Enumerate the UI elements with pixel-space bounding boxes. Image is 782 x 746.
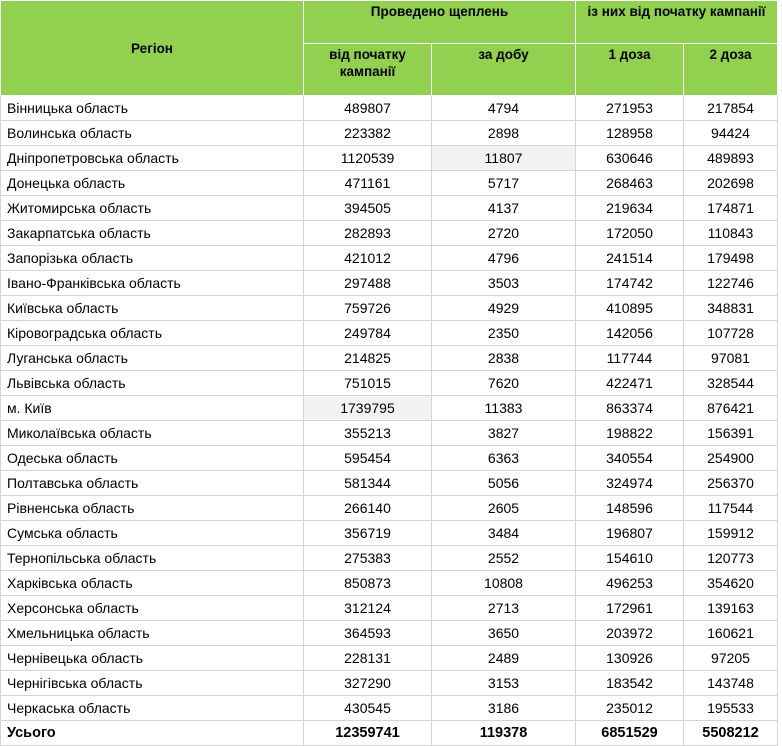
table-row: [1, 96, 778, 121]
cell-per-day: 4794: [432, 96, 576, 121]
cell-since-start: 581344: [304, 471, 432, 496]
table-row: [1, 371, 778, 396]
cell-dose1: 148596: [576, 496, 684, 521]
cell-dose2: 110843: [684, 221, 778, 246]
table-row: [1, 221, 778, 246]
cell-since-start: 759726: [304, 296, 432, 321]
cell-since-start: 266140: [304, 496, 432, 521]
cell-region: Миколаївська область: [1, 421, 304, 446]
table-row: [1, 421, 778, 446]
table-row: [1, 121, 778, 146]
cell-dose2: 195533: [684, 696, 778, 721]
cell-per-day: 5717: [432, 171, 576, 196]
cell-dose2: 174871: [684, 196, 778, 221]
cell-dose1: 271953: [576, 96, 684, 121]
cell-region: Тернопільська область: [1, 546, 304, 571]
cell-dose2: 117544: [684, 496, 778, 521]
cell-since-start: 1120539: [304, 146, 432, 171]
cell-dose1: 496253: [576, 571, 684, 596]
cell-dose2: 202698: [684, 171, 778, 196]
cell-per-day: 2713: [432, 596, 576, 621]
table-row: [1, 396, 778, 421]
cell-since-start: 394505: [304, 196, 432, 221]
total-per-day: 119378: [432, 721, 576, 746]
cell-region: Черкаська область: [1, 696, 304, 721]
cell-per-day: 2720: [432, 221, 576, 246]
cell-region: Вінницька область: [1, 96, 304, 121]
cell-since-start: 327290: [304, 671, 432, 696]
cell-dose1: 422471: [576, 371, 684, 396]
cell-region: Львівська область: [1, 371, 304, 396]
table-row: [1, 596, 778, 621]
cell-since-start: 275383: [304, 546, 432, 571]
cell-dose2: 156391: [684, 421, 778, 446]
cell-dose1: 130926: [576, 646, 684, 671]
cell-since-start: 364593: [304, 621, 432, 646]
cell-dose1: 630646: [576, 146, 684, 171]
header-dose1: 1 доза: [576, 44, 684, 96]
cell-dose2: 94424: [684, 121, 778, 146]
cell-dose2: 122746: [684, 271, 778, 296]
cell-since-start: 489807: [304, 96, 432, 121]
cell-dose1: 324974: [576, 471, 684, 496]
cell-per-day: 2350: [432, 321, 576, 346]
cell-per-day: 10808: [432, 571, 576, 596]
cell-region: Київська область: [1, 296, 304, 321]
table-row: [1, 646, 778, 671]
cell-dose2: 348831: [684, 296, 778, 321]
cell-dose1: 142056: [576, 321, 684, 346]
cell-per-day: 2605: [432, 496, 576, 521]
cell-per-day: 2489: [432, 646, 576, 671]
cell-per-day: 6363: [432, 446, 576, 471]
cell-region: Донецька область: [1, 171, 304, 196]
cell-dose2: 139163: [684, 596, 778, 621]
cell-per-day: 11383: [432, 396, 576, 421]
cell-region: Луганська область: [1, 346, 304, 371]
cell-region: Херсонська область: [1, 596, 304, 621]
cell-since-start: 312124: [304, 596, 432, 621]
table-row: [1, 196, 778, 221]
cell-dose1: 410895: [576, 296, 684, 321]
header-since-start: від початку кампанії: [304, 44, 432, 96]
cell-since-start: 297488: [304, 271, 432, 296]
table-row: [1, 621, 778, 646]
cell-since-start: 223382: [304, 121, 432, 146]
cell-dose2: 160621: [684, 621, 778, 646]
header-dose2: 2 доза: [684, 44, 778, 96]
table-row: [1, 271, 778, 296]
table-row: [1, 296, 778, 321]
cell-dose2: 107728: [684, 321, 778, 346]
header-since-start-group: із них від початку кампанії: [576, 1, 778, 44]
table-row: [1, 546, 778, 571]
cell-dose2: 256370: [684, 471, 778, 496]
cell-dose2: 97205: [684, 646, 778, 671]
cell-region: Полтавська область: [1, 471, 304, 496]
total-since-start: 12359741: [304, 721, 432, 746]
cell-per-day: 3827: [432, 421, 576, 446]
table-body: [1, 96, 778, 721]
cell-since-start: 751015: [304, 371, 432, 396]
cell-dose1: 340554: [576, 446, 684, 471]
cell-since-start: 1739795: [304, 396, 432, 421]
cell-per-day: 4137: [432, 196, 576, 221]
cell-per-day: 3503: [432, 271, 576, 296]
cell-dose1: 198822: [576, 421, 684, 446]
cell-since-start: 228131: [304, 646, 432, 671]
table-row: [1, 571, 778, 596]
cell-dose1: 219634: [576, 196, 684, 221]
cell-dose1: 117744: [576, 346, 684, 371]
cell-per-day: 3484: [432, 521, 576, 546]
table-row: [1, 146, 778, 171]
total-label: Усього: [1, 721, 304, 746]
cell-region: Харківська область: [1, 571, 304, 596]
cell-region: Запорізька область: [1, 246, 304, 271]
cell-per-day: 2552: [432, 546, 576, 571]
table-row: [1, 471, 778, 496]
table-header: [1, 1, 778, 96]
cell-dose2: 354620: [684, 571, 778, 596]
cell-dose2: 120773: [684, 546, 778, 571]
header-per-day: за добу: [432, 44, 576, 96]
table-row: [1, 446, 778, 471]
cell-dose1: 174742: [576, 271, 684, 296]
cell-since-start: 214825: [304, 346, 432, 371]
cell-per-day: 3650: [432, 621, 576, 646]
cell-dose2: 97081: [684, 346, 778, 371]
cell-dose2: 876421: [684, 396, 778, 421]
cell-region: м. Київ: [1, 396, 304, 421]
total-row: [1, 721, 778, 746]
cell-dose2: 328544: [684, 371, 778, 396]
cell-per-day: 2838: [432, 346, 576, 371]
cell-region: Житомирська область: [1, 196, 304, 221]
cell-region: Волинська область: [1, 121, 304, 146]
cell-dose1: 172050: [576, 221, 684, 246]
total-dose2: 5508212: [684, 721, 778, 746]
cell-dose1: 863374: [576, 396, 684, 421]
cell-since-start: 282893: [304, 221, 432, 246]
cell-region: Чернігівська область: [1, 671, 304, 696]
cell-dose2: 143748: [684, 671, 778, 696]
cell-region: Івано-Франківська область: [1, 271, 304, 296]
cell-since-start: 471161: [304, 171, 432, 196]
cell-since-start: 249784: [304, 321, 432, 346]
table-row: [1, 171, 778, 196]
cell-since-start: 356719: [304, 521, 432, 546]
cell-region: Рівненська область: [1, 496, 304, 521]
cell-dose2: 159912: [684, 521, 778, 546]
cell-since-start: 430545: [304, 696, 432, 721]
table-row: [1, 321, 778, 346]
table-row: [1, 246, 778, 271]
cell-region: Сумська область: [1, 521, 304, 546]
cell-since-start: 850873: [304, 571, 432, 596]
cell-per-day: 5056: [432, 471, 576, 496]
cell-per-day: 2898: [432, 121, 576, 146]
cell-dose1: 128958: [576, 121, 684, 146]
cell-dose1: 183542: [576, 671, 684, 696]
cell-since-start: 355213: [304, 421, 432, 446]
cell-dose1: 268463: [576, 171, 684, 196]
table-row: [1, 346, 778, 371]
header-region: Регіон: [1, 1, 304, 96]
cell-since-start: 595454: [304, 446, 432, 471]
cell-dose1: 203972: [576, 621, 684, 646]
cell-region: Чернівецька область: [1, 646, 304, 671]
table-row: [1, 496, 778, 521]
cell-per-day: 3153: [432, 671, 576, 696]
cell-region: Кіровоградська область: [1, 321, 304, 346]
cell-dose1: 172961: [576, 596, 684, 621]
header-vaccinations: Проведено щеплень: [304, 1, 576, 44]
cell-per-day: 11807: [432, 146, 576, 171]
cell-region: Хмельницька область: [1, 621, 304, 646]
cell-dose1: 235012: [576, 696, 684, 721]
cell-dose1: 154610: [576, 546, 684, 571]
cell-per-day: 3186: [432, 696, 576, 721]
table-row: [1, 696, 778, 721]
cell-dose2: 217854: [684, 96, 778, 121]
table-row: [1, 671, 778, 696]
cell-dose2: 254900: [684, 446, 778, 471]
cell-per-day: 7620: [432, 371, 576, 396]
cell-dose2: 179498: [684, 246, 778, 271]
table-row: [1, 521, 778, 546]
total-dose1: 6851529: [576, 721, 684, 746]
cell-since-start: 421012: [304, 246, 432, 271]
cell-dose2: 489893: [684, 146, 778, 171]
cell-region: Дніпропетровська область: [1, 146, 304, 171]
cell-region: Закарпатська область: [1, 221, 304, 246]
cell-per-day: 4796: [432, 246, 576, 271]
cell-region: Одеська область: [1, 446, 304, 471]
cell-dose1: 241514: [576, 246, 684, 271]
cell-per-day: 4929: [432, 296, 576, 321]
cell-dose1: 196807: [576, 521, 684, 546]
